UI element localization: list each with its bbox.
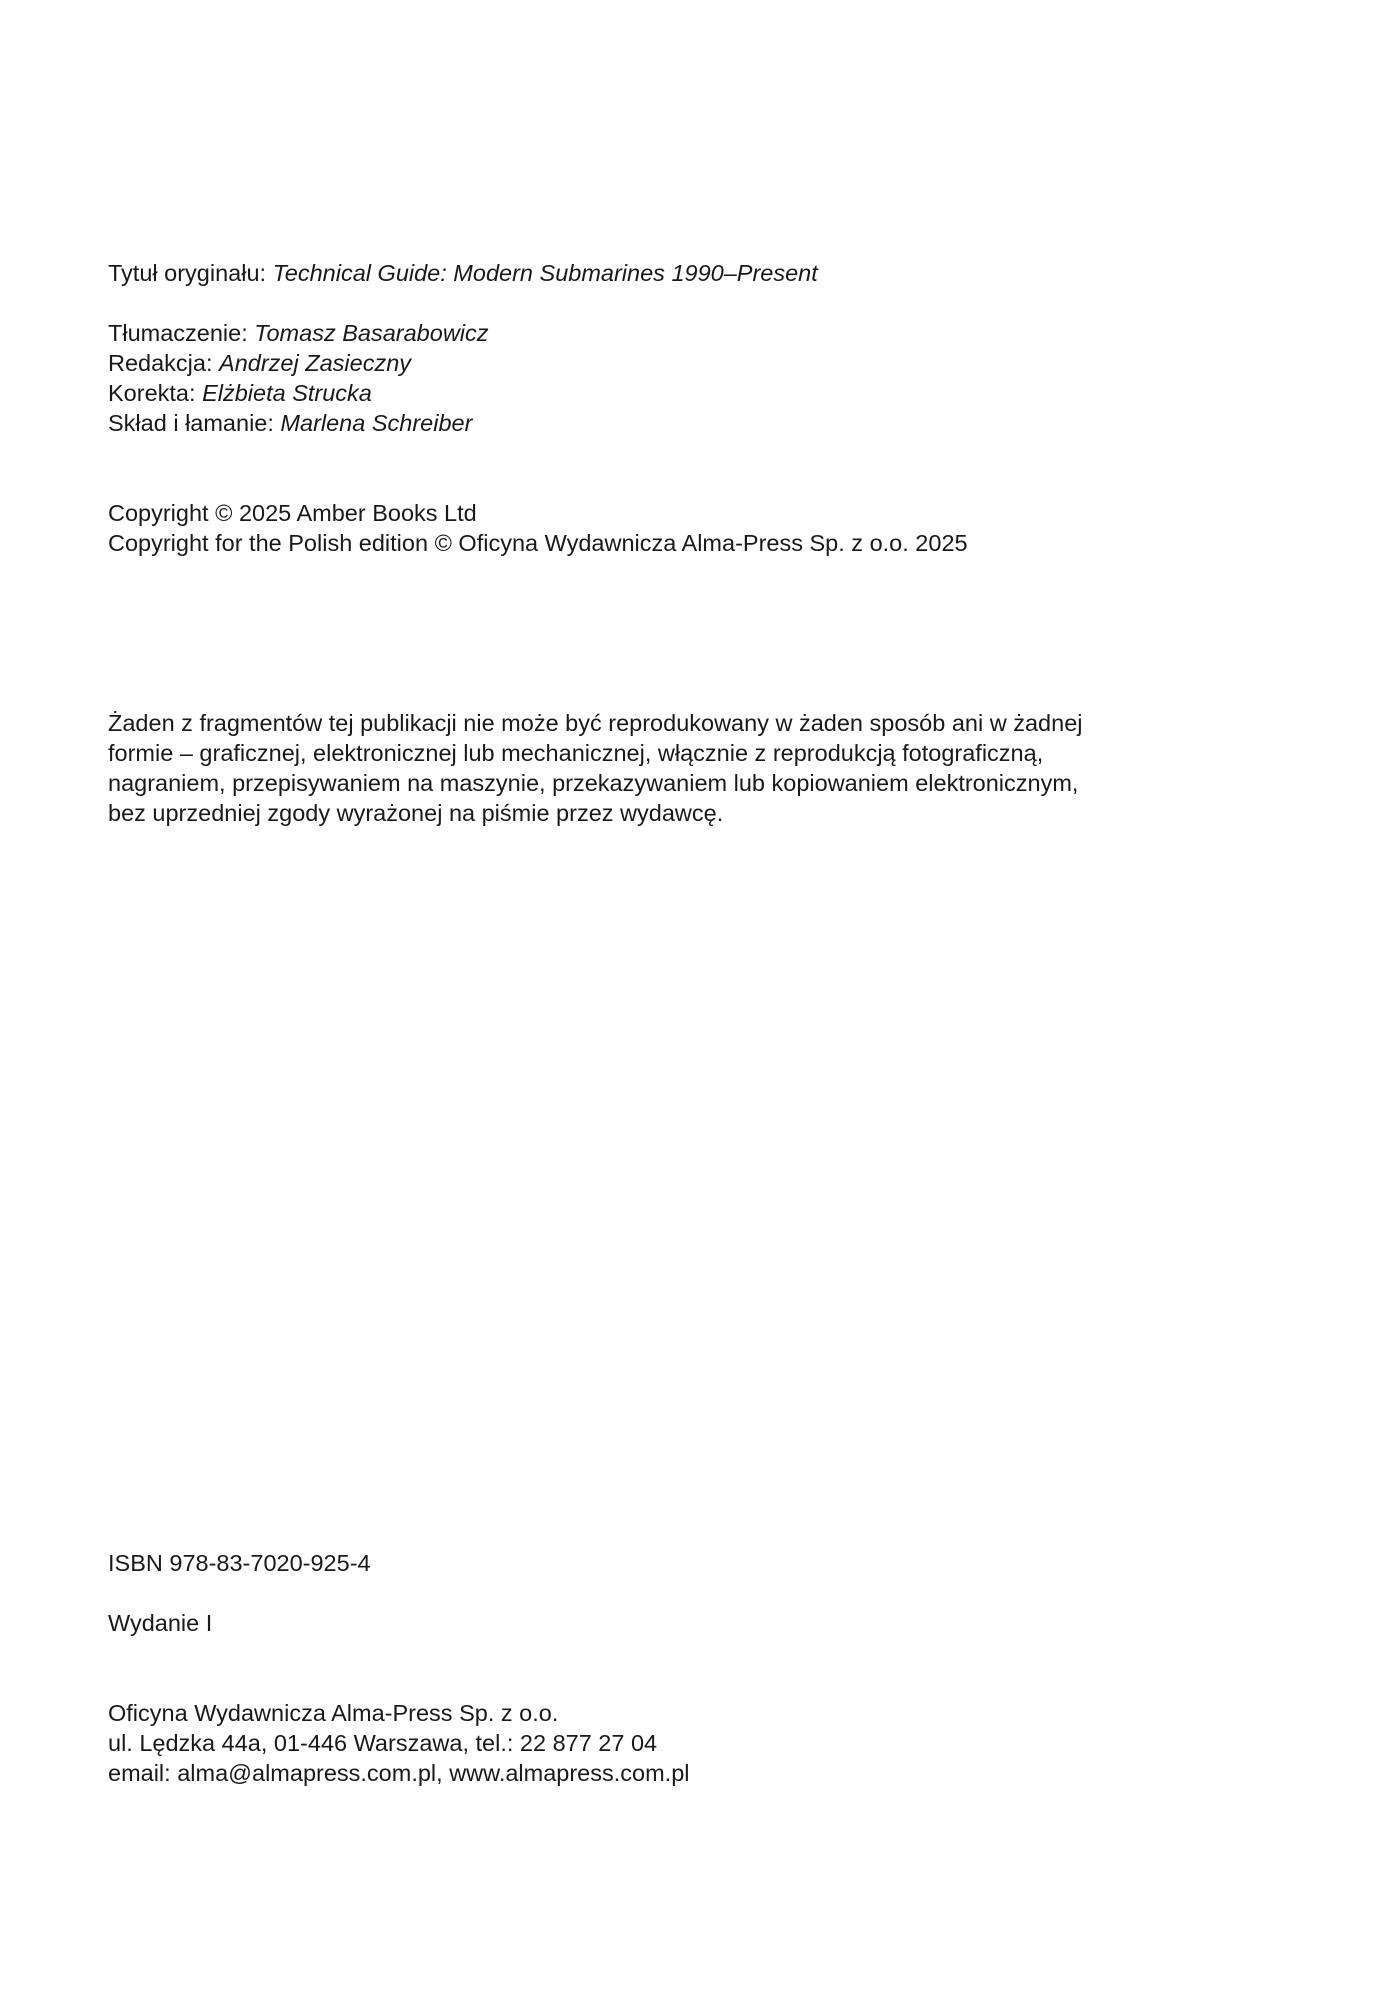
credit-typesetter	[108, 408, 1258, 438]
credit-label: Tłumaczenie:	[108, 320, 248, 346]
publisher-address: ul. Lędzka 44a, 01-446 Warszawa, tel.: 22 877 27 04	[108, 1730, 658, 1756]
credit-value: Elżbieta Strucka	[202, 380, 372, 406]
publisher-contact: email: alma@almapress.com.pl, www.almapress.com.pl	[108, 1760, 690, 1786]
rights-notice-line: bez uprzedniej zgody wyrażonej na piśmie przez wydawcę.	[108, 800, 724, 826]
rights-notice-line: formie – graficznej, elektronicznej lub mechanicznej, włącznie z reprodukcją fotograficzną,	[108, 740, 1044, 766]
credit-label: Redakcja:	[108, 350, 213, 376]
credit-proofreader	[108, 378, 1258, 408]
edition-text: Wydanie I	[108, 1610, 213, 1636]
original-title-label: Tytuł oryginału:	[108, 260, 267, 286]
rights-notice-line: nagraniem, przepisywaniem na maszynie, przekazywaniem lub kopiowaniem elektronicznym,	[108, 770, 1079, 796]
credit-editor	[108, 348, 1258, 378]
credits	[108, 318, 1258, 438]
copyright-block	[108, 498, 1258, 558]
credit-label: Korekta:	[108, 380, 196, 406]
credit-translator	[108, 318, 1258, 348]
rights-notice	[108, 708, 1158, 828]
isbn-text: ISBN 978-83-7020-925-4	[108, 1550, 371, 1576]
original-title-value: Technical Guide: Modern Submarines 1990–Present	[272, 260, 818, 286]
credit-value: Andrzej Zasieczny	[219, 350, 412, 376]
edition	[108, 1608, 1258, 1638]
copyright-line-original: Copyright © 2025 Amber Books Ltd	[108, 500, 477, 526]
copyright-line-polish: Copyright for the Polish edition © Oficyna Wydawnicza Alma-Press Sp. z o.o. 2025	[108, 530, 968, 556]
publisher-info	[108, 1698, 1258, 1788]
rights-notice-line: Żaden z fragmentów tej publikacji nie może być reprodukowany w żaden sposób ani w żadnej	[108, 710, 1083, 736]
original-title	[108, 258, 1258, 288]
credit-label: Skład i łamanie:	[108, 410, 274, 436]
original-title-line	[108, 258, 1258, 288]
isbn	[108, 1548, 1258, 1578]
credit-value: Marlena Schreiber	[280, 410, 473, 436]
credit-value: Tomasz Basarabowicz	[254, 320, 489, 346]
publisher-name: Oficyna Wydawnicza Alma-Press Sp. z o.o.	[108, 1700, 559, 1726]
